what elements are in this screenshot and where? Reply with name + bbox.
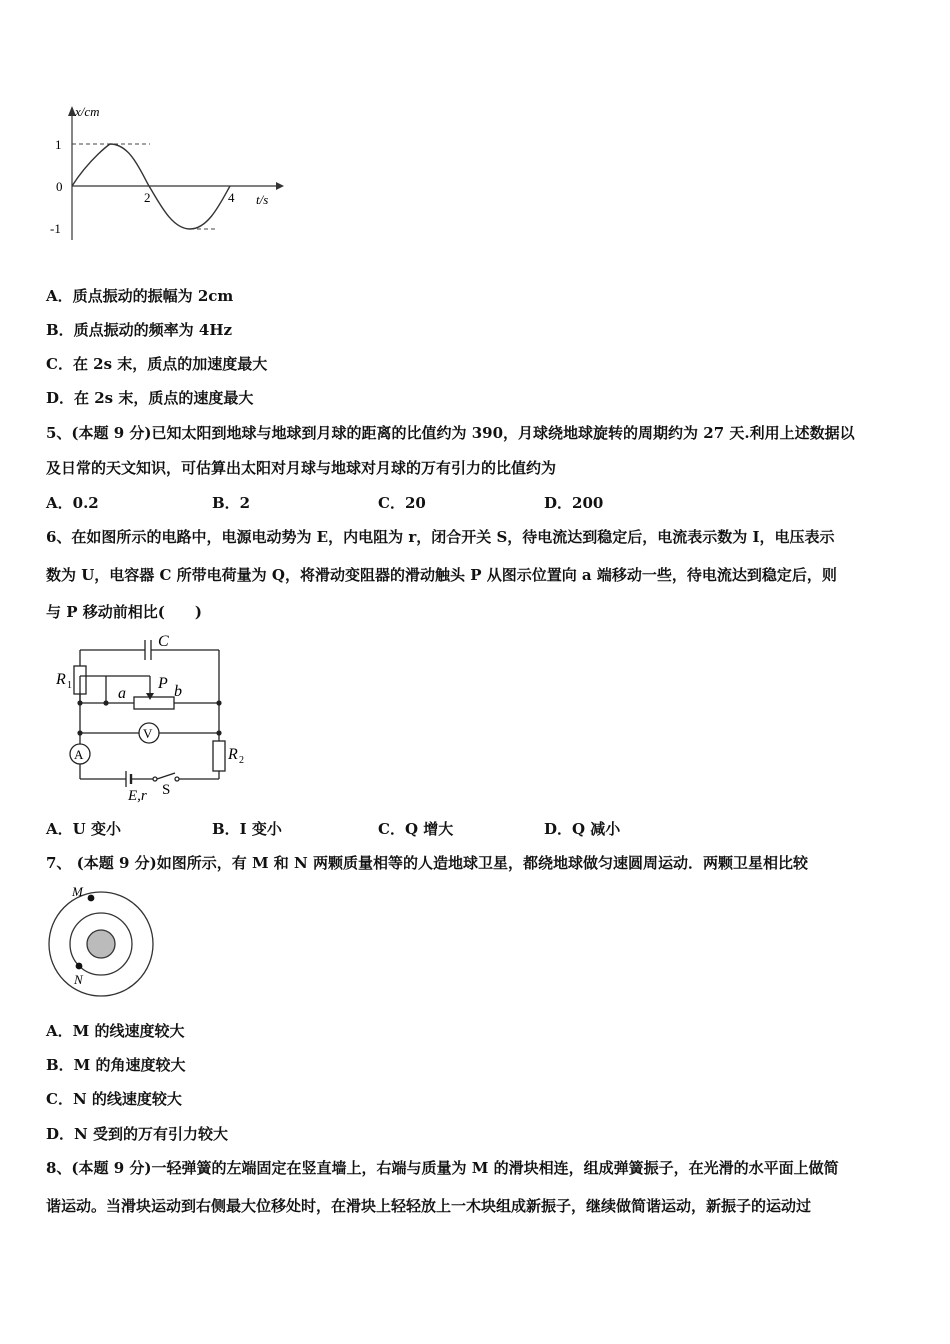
q4-option-a: A．质点振动的振幅为 2cm (46, 287, 234, 305)
label-p: P (158, 675, 168, 692)
satellite-orbits-figure (44, 880, 159, 1000)
label-r1-sub: 1 (67, 680, 72, 691)
q8-line-2: 谐运动。当滑块运动到右侧最大位移处时，在滑块上轻轻放上一木块组成新振子，继续做简谐运动，新振子的运动过 (46, 1197, 812, 1215)
q5-option-a: A．0.2 (46, 494, 99, 512)
q6-option-b: B．I 变小 (212, 820, 282, 838)
oscillation-graph (40, 100, 290, 250)
q5-option-b: B．2 (212, 494, 251, 512)
q6-line-3: 与 P 移动前相比( ) (46, 603, 202, 621)
q4-option-c: C．在 2s 末，质点的加速度最大 (46, 355, 268, 373)
label-v: V (143, 726, 153, 741)
q8-line-1: 8、(本题 9 分)一轻弹簧的左端固定在竖直墙上，右端与质量为 M 的滑块相连，组成弹簧振子，在光滑的水平面上做简 (46, 1159, 839, 1177)
x-axis-label: t/s (256, 192, 269, 207)
q7-option-c: C．N 的线速度较大 (46, 1090, 182, 1108)
q5-line-2: 及日常的天文知识，可估算出太阳对月球与地球对月球的万有引力的比值约为 (46, 459, 557, 477)
tick-neg1: -1 (50, 221, 61, 236)
q5-option-d: D．200 (544, 494, 604, 512)
q7-line-1: 7、 (本题 9 分)如图所示，有 M 和 N 两颗质量相等的人造地球卫星，都绕地球做匀速圆周运动．两颗卫星相比较 (46, 854, 808, 872)
q5-option-c: C．20 (378, 494, 426, 512)
tick-4: 4 (228, 190, 235, 205)
q7-option-b: B．M 的角速度较大 (46, 1056, 186, 1074)
label-r1: R (56, 671, 66, 688)
q7-option-a: A．M 的线速度较大 (46, 1022, 185, 1040)
label-r2-sub: 2 (239, 755, 244, 766)
label-a: a (118, 685, 126, 702)
tick-2: 2 (144, 190, 151, 205)
q4-option-d: D．在 2s 末，质点的速度最大 (46, 389, 254, 407)
q6-option-d: D．Q 减小 (544, 820, 621, 838)
q5-options (46, 493, 603, 513)
circuit-diagram (50, 630, 260, 805)
y-axis-label: x/cm (75, 104, 100, 119)
label-c: C (158, 633, 169, 650)
q6-options (46, 819, 620, 839)
q6-option-a: A．U 变小 (46, 820, 121, 838)
label-m: M (72, 884, 83, 899)
q6-line-2: 数为 U，电容器 C 所带电荷量为 Q，将滑动变阻器的滑动触头 P 从图示位置向 a 端移动一些，待电流达到稳定后，则 (46, 566, 837, 584)
q5-line-1: 5、(本题 9 分)已知太阳到地球与地球到月球的距离的比值约为 390，月球绕地球旋转的周期约为 27 天.利用上述数据以 (46, 424, 855, 442)
label-b: b (174, 683, 182, 700)
tick-0: 0 (56, 179, 63, 194)
q6-option-c: C．Q 增大 (378, 820, 454, 838)
label-s: S (162, 782, 171, 798)
q7-option-d: D．N 受到的万有引力较大 (46, 1125, 228, 1143)
label-r2: R (228, 746, 238, 763)
label-er: E,r (128, 788, 147, 804)
tick-1: 1 (55, 137, 62, 152)
q4-option-b: B．质点振动的频率为 4Hz (46, 321, 233, 339)
q6-line-1: 6、在如图所示的电路中，电源电动势为 E，内电阻为 r，闭合开关 S，待电流达到稳定后，电流表示数为 I，电压表示 (46, 528, 835, 546)
label-n: N (74, 972, 83, 987)
label-a-meter: A (74, 747, 84, 762)
